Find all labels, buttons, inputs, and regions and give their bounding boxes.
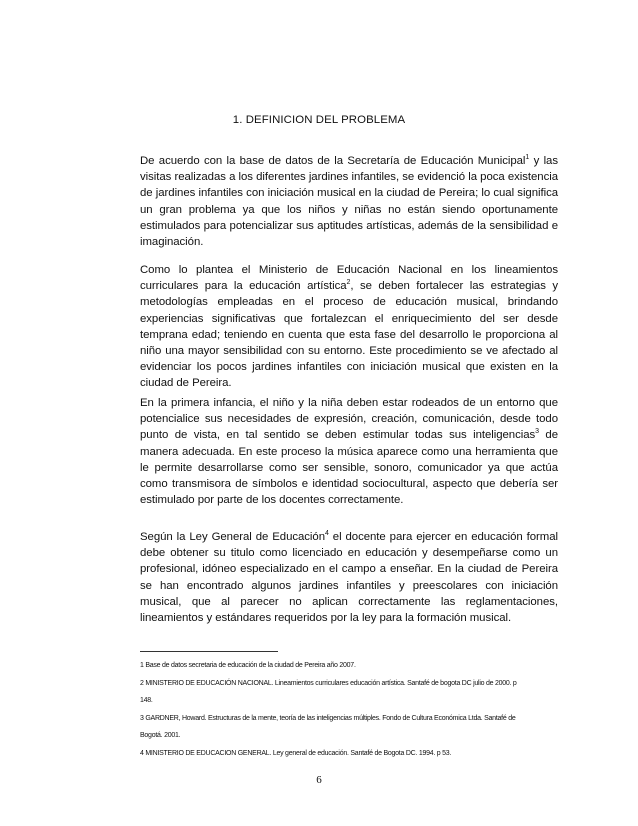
footnote-ref-4: 4	[324, 530, 329, 537]
paragraph-3: En la primera infancia, el niño y la niña deben estar rodeados de un entorno que potencialice sus necesidades de expresión, creación, comunicación, desde todo punto de vista, en tal sentido se deben estimular todas sus inteligencias$^3$ de manera adecuada. En este proceso la música aparece como una herramienta que le permite desarrollarse como ser sensible, sonoro, comunicador ya que actúa como transmisora de símbolos e identidad sociocultural, aspecto que debería ser estimulado por parte de los docentes correctamente.	[140, 397, 558, 507]
footnote-divider	[140, 651, 278, 652]
section-title: 1. DEFINICION DEL PROBLEMA	[232, 114, 406, 126]
paragraph-4: Según la Ley General de Educación$^4$ el docente para ejercer en educación formal debe obtener su titulo como licenciado en educación y desempeñarse como un profesional, idóneo especializado en el campo a enseñar. En la ciudad de Pereira se han encontrado algunos jardines infantiles y preescolares con iniciación musical, que al parecer no aplican correctamente las reglamentaciones, lineamientos y estándares requeridos por la ley para la formación musical.	[140, 530, 558, 625]
footnote-ref-1: 1	[525, 154, 530, 161]
footnote-ref-3: 3	[535, 428, 539, 436]
footnote-1: 1 Base de datos secretaria de educación de la ciudad de Pereira año 2007.	[140, 662, 356, 669]
paragraph-1: De acuerdo con la base de datos de la Secretaría de Educación Municipal$^1$ y las visitas realizadas a los diferentes jardines infantiles, se evidenció la poca existencia de jardines infantiles con iniciación musical en la ciudad de Pereira; lo cual significa un gran problema ya que los niños y niñas no están siendo oportunamente estimulados para potencializar sus aptitudes artísticas, además de la sensibilidad e imaginación.	[140, 154, 558, 249]
footnotes	[140, 657, 558, 763]
footnote-2: 2 MINISTERIO DE EDUCACIÓN NACIONAL. Lineamientos curriculares educación artística. Santafé de bogota DC julio de 2000. p	[140, 679, 517, 687]
paragraph-2: Como lo plantea el Ministerio de Educación Nacional en los lineamientos curriculares para la educación artística$^2$, se deben fortalecer las estrategias y metodologías empleadas en el proceso de educación musical, brindando experiencias significativas que fortalezcan el enriquecimiento del ser desde temprana edad; teniendo en cuenta que esta fase del desarrollo le proporciona al niño una mayor sensibilidad con su entorno. Este procedimiento se ve afectado al evidenciar los pocos jardines infantiles con iniciación musical que existen en la ciudad de Pereira.	[140, 264, 558, 390]
footnote-4: 4 MINISTERIO DE EDUCACION GENERAL. Ley general de educación. Santafé de Bogota DC. 1994. p 53.	[140, 749, 452, 757]
footnote-2-continued: 148.	[140, 697, 153, 705]
footnote-3: 3 GARDNER, Howard. Estructuras de la mente, teoría de las inteligencias múltiples. Fondo de Cultura Económica Ltda. Santafé de	[140, 714, 516, 722]
footnote-ref-2: 2	[346, 279, 351, 287]
page-number: 6	[316, 774, 322, 786]
footnote-3-continued: Bogotá. 2001.	[140, 732, 181, 740]
